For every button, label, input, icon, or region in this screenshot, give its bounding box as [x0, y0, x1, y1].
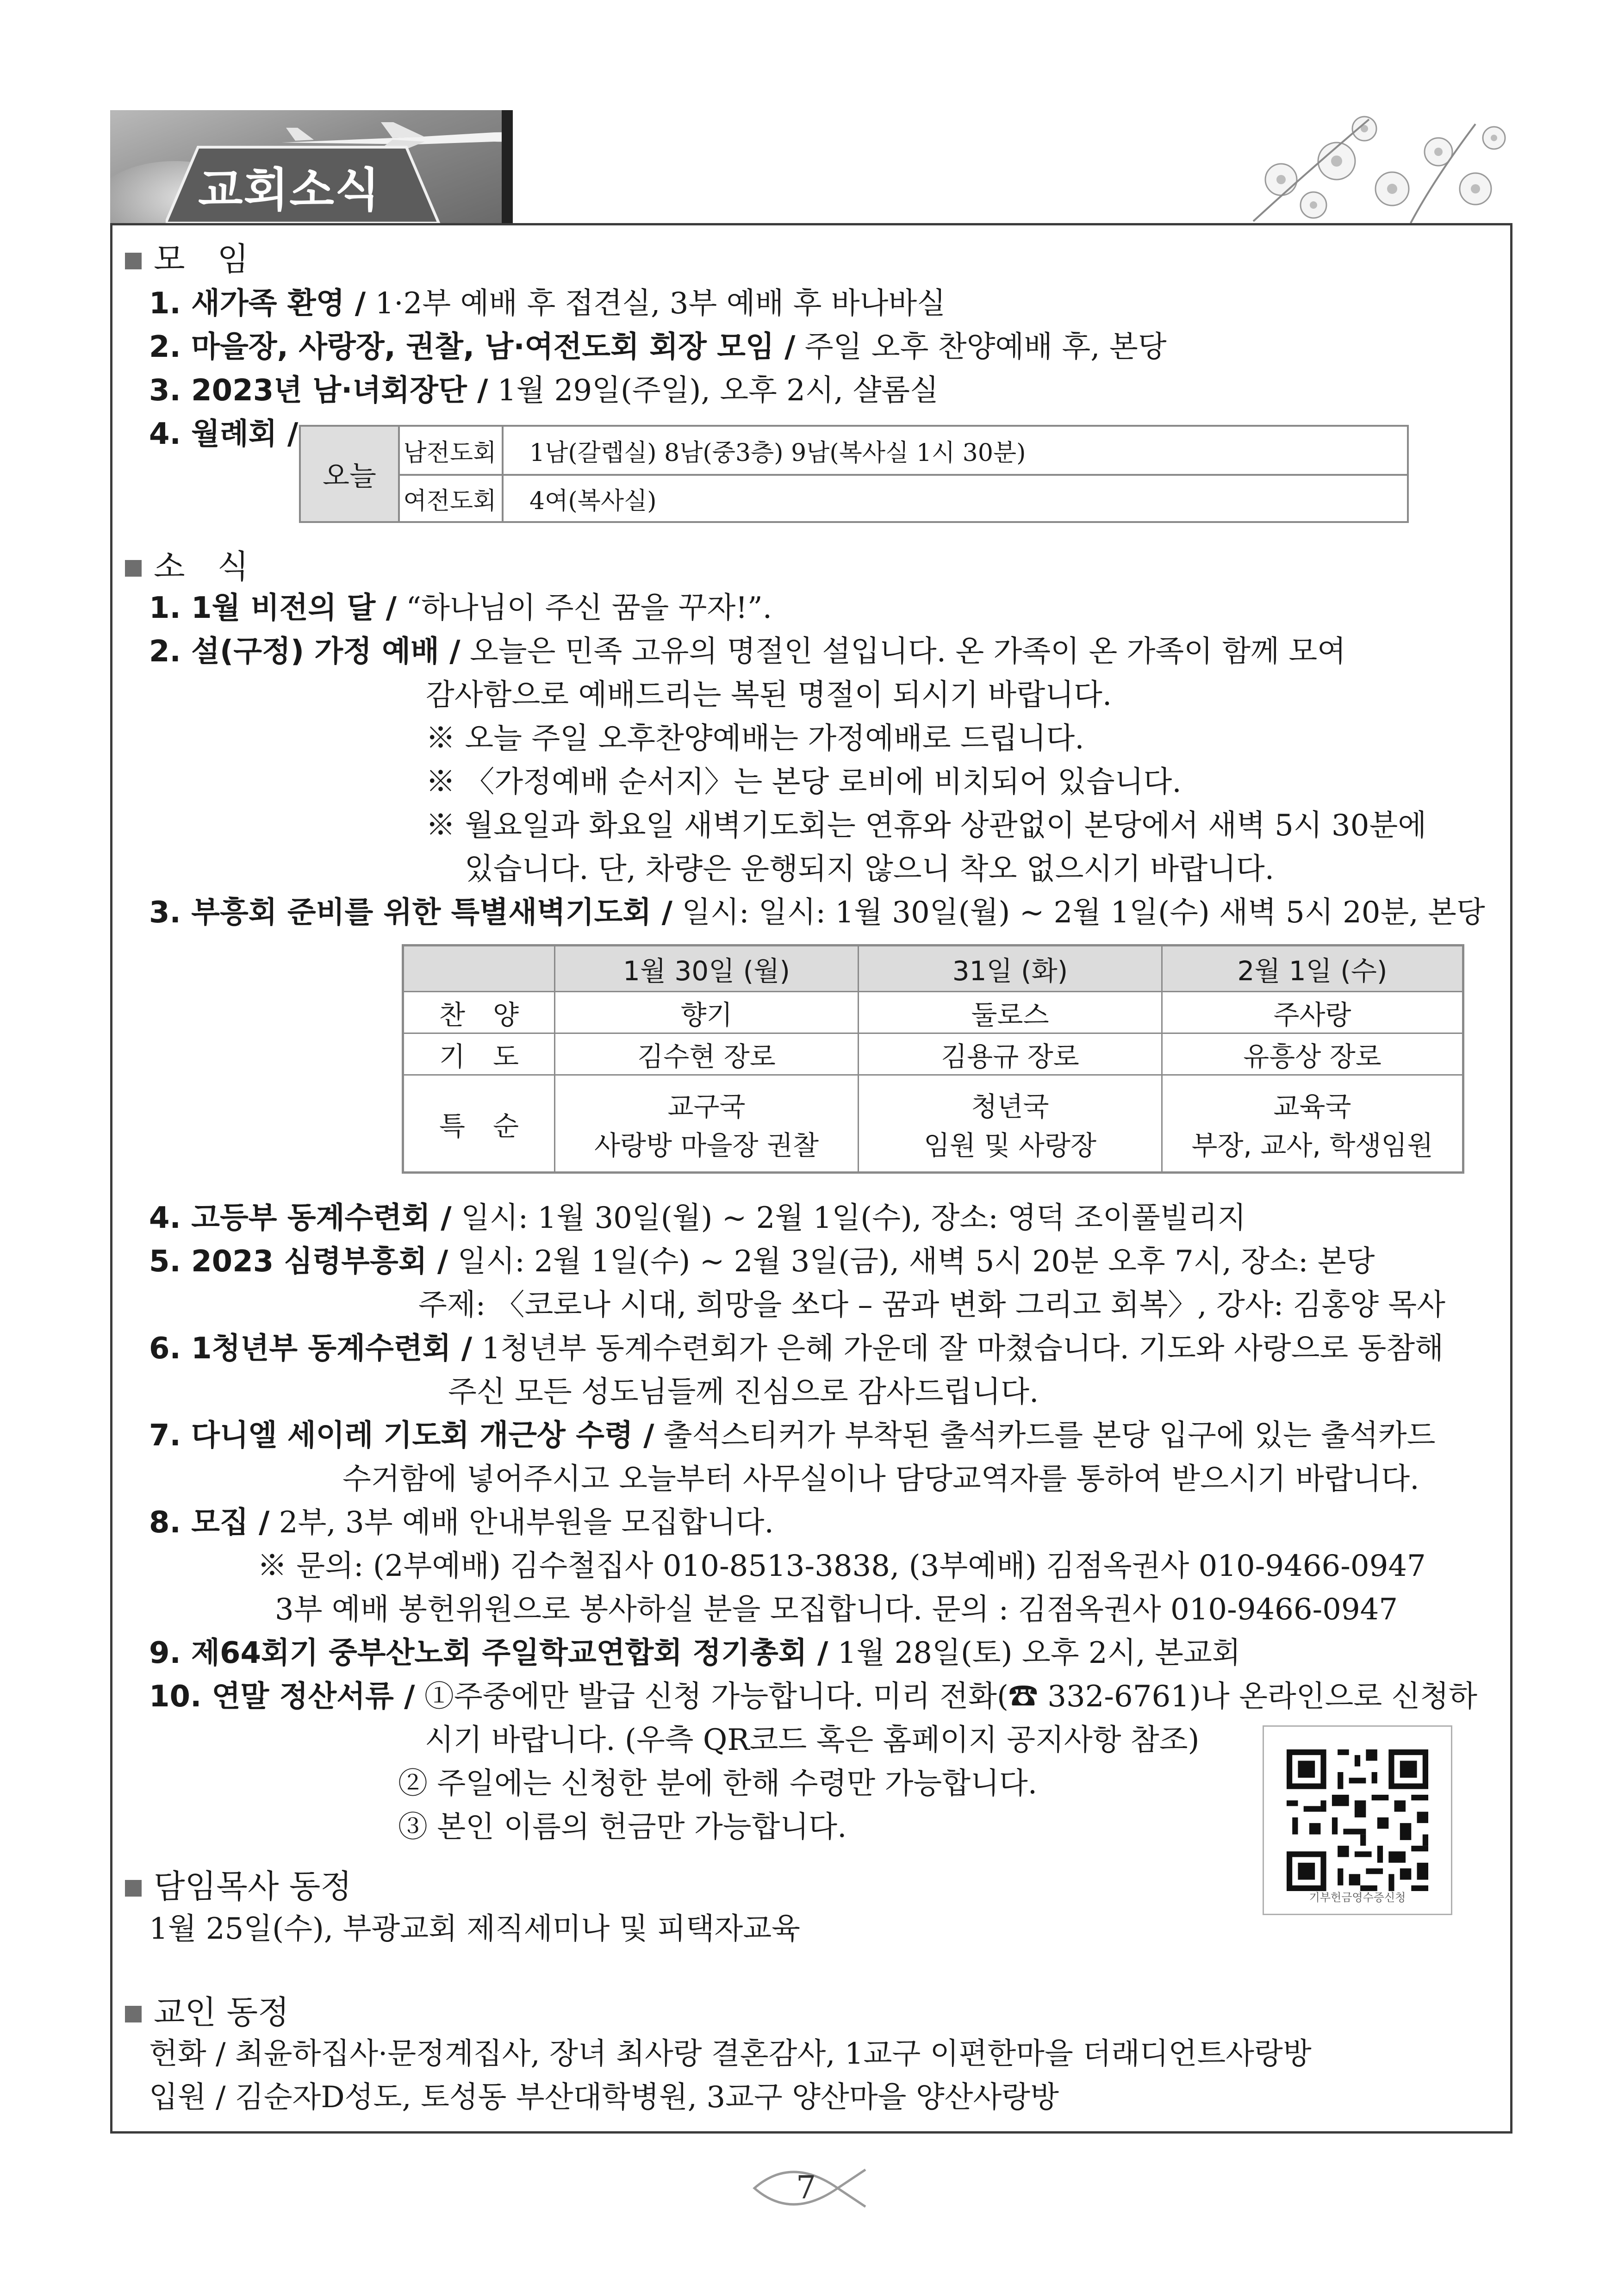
column-header: 31일 (화) [858, 946, 1161, 991]
news-item-2-line: 있습니다. 단, 차량은 운행되지 않으니 착오 없으시기 바랍니다. [465, 852, 1275, 886]
qr-code-icon [1264, 1727, 1451, 1914]
members-line: 헌화 / 최윤하집사·문정계집사, 장녀 최사랑 결혼감사, 1교구 이편한마을 더래디언트사랑방 [149, 2037, 1312, 2071]
members-line: 입원 / 김순자D성도, 토성동 부산대학병원, 3교구 양산마을 양산사랑방 [149, 2080, 1059, 2115]
news-item-10-line: ③ 본인 이름의 헌금만 가능합니다. [398, 1810, 847, 1844]
table-row [398, 427, 1409, 476]
table-cell: 향기 [554, 991, 858, 1033]
news-item-2-line: ※ 〈가정예배 순서지〉는 본당 로비에 비치되어 있습니다. [426, 765, 1182, 799]
news-item-7: 7. 다니엘 세이레 기도회 개근상 수령 / 출석스티커가 부착된 출석카드를 본당 입구에 있는 출석카드 [149, 1419, 1436, 1453]
news-item-8: 8. 모집 / 2부, 3부 예배 안내부원을 모집합니다. [149, 1506, 774, 1540]
table-row [398, 475, 1409, 522]
news-item-2-line: ※ 오늘 주일 오후찬양예배는 가정예배로 드립니다. [426, 722, 1084, 756]
news-item-8-line: 3부 예배 봉헌위원으로 봉사하실 분을 모집합니다. 문의 : 김점옥권사 010-9466-0947 [275, 1593, 1398, 1627]
meeting-item-1: 1. 새가족 환영 / 1·2부 예배 후 접견실, 3부 예배 후 바나바실 [149, 286, 946, 321]
news-item-2: 2. 설(구정) 가정 예배 / 오늘은 민족 고유의 명절인 설입니다. 온 가족이 온 가족이 함께 모여 [149, 635, 1346, 669]
pastor-heading: 담임목사 동정 [125, 1867, 352, 1906]
qr-code[interactable] [1263, 1725, 1452, 1915]
monthly-meeting-table [299, 425, 1409, 523]
news-item-2-line: 감사함으로 예배드리는 복된 명절이 되시기 바랍니다. [426, 678, 1112, 712]
meeting-item-4: 4. 월례회 / [149, 417, 299, 451]
table-cell: 김용규 장로 [858, 1033, 1161, 1074]
row-label: 찬양 [404, 991, 554, 1033]
news-item-7-line: 수거함에 넣어주시고 오늘부터 사무실이나 담당교역자를 통하여 받으시기 바랍니다. [342, 1462, 1419, 1496]
table-cell: 김수현 장로 [554, 1033, 858, 1074]
table-corner-cell [404, 946, 554, 991]
table-cell: 주사랑 [1161, 991, 1462, 1033]
news-item-3: 3. 부흥회 준비를 위한 특별새벽기도회 / 일시: 일시: 1월 30일(월) ~ 2월 1일(수) 새벽 5시 20분, 본당 [149, 896, 1485, 930]
news-item-10-line: ② 주일에는 신청한 분에 한해 수령만 가능합니다. [398, 1767, 1038, 1801]
qr-caption: 기부헌금영수증신청 [1309, 1891, 1406, 1904]
news-heading: 소 식 [125, 547, 249, 586]
column-header: 1월 30일 (월) [554, 946, 858, 991]
news-item-6-line: 주신 모든 성도님들께 진심으로 감사드립니다. [448, 1375, 1039, 1409]
group-cell: 남전도회 [398, 427, 504, 474]
header-photo [110, 110, 502, 223]
column-header: 2월 1일 (수) [1161, 946, 1462, 991]
news-item-5-line: 주제: 〈코로나 시대, 희망을 쏘다 – 꿈과 변화 그리고 회복〉, 강사: 김홍양 목사 [418, 1288, 1446, 1322]
table-cell: 유흥상 장로 [1161, 1033, 1462, 1074]
group-cell: 여전도회 [398, 475, 504, 522]
today-cell: 오늘 [301, 427, 400, 521]
meetings-heading: 모 임 [125, 240, 249, 279]
news-item-10-line: 시기 바랍니다. (우측 QR코드 혹은 홈페이지 공지사항 참조) [425, 1723, 1200, 1757]
square-bullet-icon [125, 2006, 142, 2022]
news-item-10: 10. 연말 정산서류 / ①주중에만 발급 신청 가능합니다. 미리 전화(☎ 332-6761)나 온라인으로 신청하 [149, 1680, 1477, 1714]
header-divider [502, 110, 513, 223]
news-item-5: 5. 2023 심령부흥회 / 일시: 2월 1일(수) ~ 2월 3일(금), 새벽 5시 20분 오후 7시, 장소: 본당 [149, 1244, 1375, 1279]
row-label: 특순 [404, 1074, 554, 1171]
value-cell: 4여(복사실) [529, 487, 657, 515]
table-cell: 청년국 임원 및 사랑장 [858, 1074, 1161, 1171]
table-cell: 교구국 사랑방 마을장 권찰 [554, 1074, 858, 1171]
square-bullet-icon [125, 560, 142, 577]
meeting-item-3: 3. 2023년 남·녀회장단 / 1월 29일(주일), 오후 2시, 샬롬실 [149, 373, 939, 408]
row-label: 기도 [404, 1033, 554, 1074]
table-cell: 교육국 부장, 교사, 학생임원 [1161, 1074, 1462, 1171]
news-item-2-line: ※ 월요일과 화요일 새벽기도회는 연휴와 상관없이 본당에서 새벽 5시 30분에 [426, 809, 1427, 843]
table-cell: 둘로스 [858, 991, 1161, 1033]
news-item-1: 1. 1월 비전의 달 / “하나님이 주신 꿈을 꾸자!”. [149, 591, 772, 625]
members-heading: 교인 동정 [125, 1993, 289, 2032]
news-item-9: 9. 제64회기 중부산노회 주일학교연합회 정기총회 / 1월 28일(토) 오후 2시, 본교회 [149, 1636, 1241, 1670]
news-item-8-line: ※ 문의: (2부예배) 김수철집사 010-8513-3838, (3부예배) 김점옥권사 010-9466-0947 [257, 1549, 1426, 1583]
section-header [110, 110, 1515, 223]
prayer-schedule-table [402, 944, 1464, 1174]
value-cell: 1남(갈렙실) 8남(중3층) 9남(복사실 1시 30분) [529, 439, 1026, 467]
square-bullet-icon [125, 1880, 142, 1897]
news-item-6: 6. 1청년부 동계수련회 / 1청년부 동계수련회가 은혜 가운데 잘 마쳤습니다. 기도와 사랑으로 동참해 [149, 1332, 1444, 1366]
page-number: 7 [796, 2170, 816, 2206]
section-title: 교회소식 [198, 163, 381, 217]
flower-decoration-icon [1216, 110, 1515, 223]
square-bullet-icon [125, 253, 142, 269]
news-item-4: 4. 고등부 동계수련회 / 일시: 1월 30일(월) ~ 2월 1일(수), 장소: 영덕 조이풀빌리지 [149, 1201, 1246, 1235]
pastor-schedule: 1월 25일(수), 부광교회 제직세미나 및 피택자교육 [149, 1912, 800, 1946]
meeting-item-2: 2. 마을장, 사랑장, 권찰, 남·여전도회 회장 모임 / 주일 오후 찬양예배 후, 본당 [149, 330, 1167, 364]
